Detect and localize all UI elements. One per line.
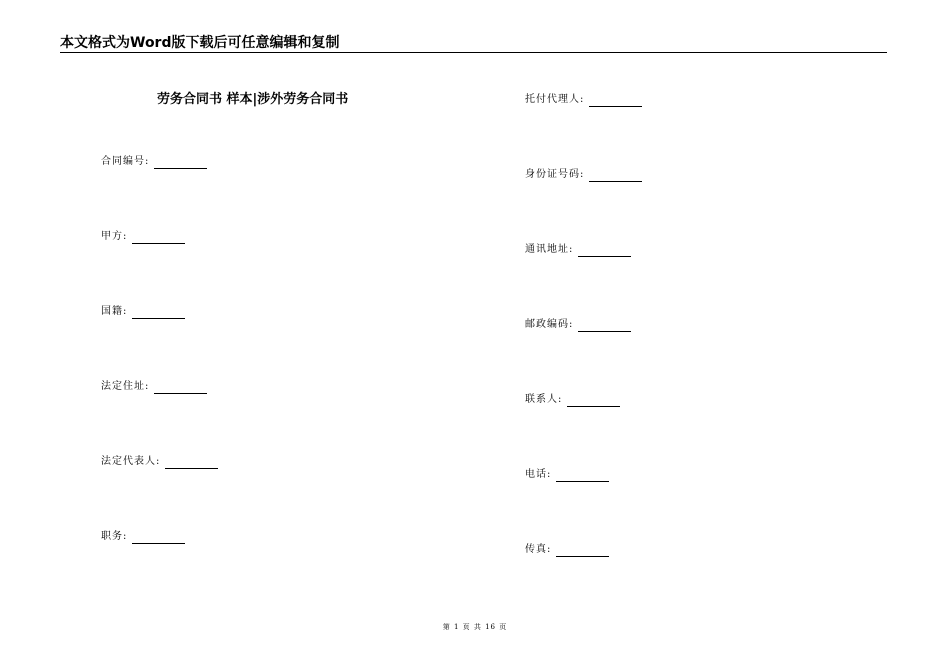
field-position <box>101 530 185 544</box>
field-blank-line[interactable] <box>132 232 185 244</box>
field-id-number <box>525 168 642 182</box>
field-label: 联系人: <box>525 394 563 405</box>
field-party-a <box>101 230 185 244</box>
field-blank-line[interactable] <box>567 395 620 407</box>
field-authorized-agent <box>525 93 642 107</box>
field-legal-address <box>101 380 207 394</box>
field-blank-line[interactable] <box>165 457 218 469</box>
field-fax <box>525 543 609 557</box>
field-telephone <box>525 468 609 482</box>
banner-divider <box>60 52 887 53</box>
field-blank-line[interactable] <box>578 245 631 257</box>
field-contract-number <box>101 155 207 169</box>
field-label: 国籍: <box>101 306 128 317</box>
field-label: 法定代表人: <box>101 456 161 467</box>
field-blank-line[interactable] <box>154 157 207 169</box>
field-legal-representative <box>101 455 218 469</box>
field-blank-line[interactable] <box>589 95 642 107</box>
field-label: 合同编号: <box>101 156 150 167</box>
field-label: 通讯地址: <box>525 244 574 255</box>
field-blank-line[interactable] <box>578 320 631 332</box>
page-number-footer: 第 1 页 共 16 页 <box>442 623 508 631</box>
field-label: 托付代理人: <box>525 94 585 105</box>
field-label: 传真: <box>525 544 552 555</box>
field-nationality <box>101 305 185 319</box>
download-banner: 本文格式为Word版下载后可任意编辑和复制 <box>60 35 340 51</box>
field-label: 邮政编码: <box>525 319 574 330</box>
field-blank-line[interactable] <box>132 307 185 319</box>
field-label: 职务: <box>101 531 128 542</box>
field-blank-line[interactable] <box>556 470 609 482</box>
field-label: 甲方: <box>101 231 128 242</box>
field-label: 电话: <box>525 469 552 480</box>
field-blank-line[interactable] <box>154 382 207 394</box>
field-mailing-address <box>525 243 631 257</box>
field-blank-line[interactable] <box>132 532 185 544</box>
field-blank-line[interactable] <box>589 170 642 182</box>
field-label: 法定住址: <box>101 381 150 392</box>
field-postal-code <box>525 318 631 332</box>
field-blank-line[interactable] <box>556 545 609 557</box>
field-contact-person <box>525 393 620 407</box>
document-title: 劳务合同书 样本|涉外劳务合同书 <box>157 92 349 107</box>
field-label: 身份证号码: <box>525 169 585 180</box>
